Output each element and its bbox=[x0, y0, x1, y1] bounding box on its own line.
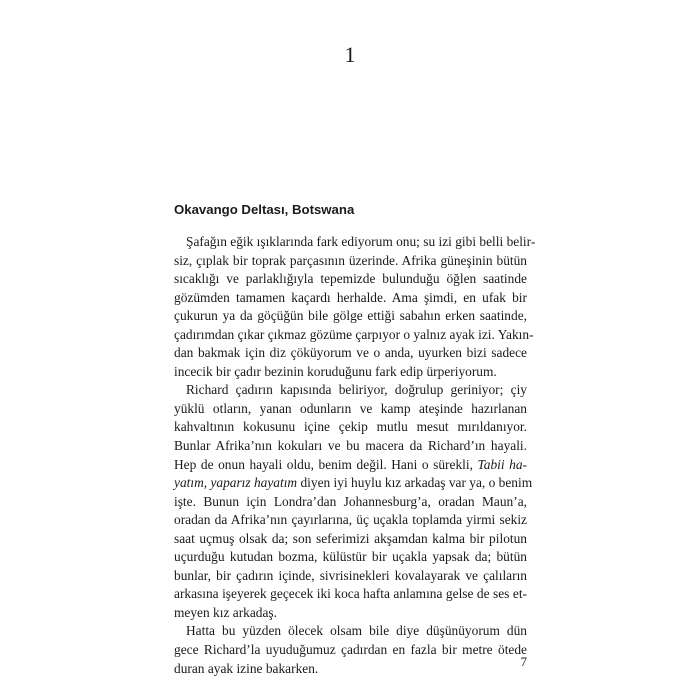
location-heading: Okavango Deltası, Botswana bbox=[174, 202, 355, 217]
text-line: siz, çıplak bir toprak parçasının üzerinde. Afrika güneşinin bütün bbox=[174, 252, 527, 268]
text-line bbox=[174, 474, 533, 493]
text-line: işte. Bunun için Londra’dan Johannesburg’a, oradan Maun’a, bbox=[174, 493, 527, 509]
text-line bbox=[174, 456, 527, 475]
text-line: duran ayak izine bakarken. bbox=[174, 660, 319, 676]
text-line: dan bakmak için diz çöküyorum ve o anda, uyurken bizi sadece bbox=[174, 345, 527, 361]
chapter-number: 1 bbox=[344, 42, 356, 67]
text-line: oradan da Afrika’nın çayırlarına, üç uçakla toplamda yirmi sekiz bbox=[174, 512, 527, 528]
text-line: çadırımdan çıkar çıkmaz gözüme çarpıyor o yalnız ayak izi. Yakın- bbox=[174, 326, 534, 342]
text-line: Şafağın eğik ışıklarında fark ediyorum onu; su izi gibi belli belir- bbox=[186, 234, 536, 249]
text-line: bunlar, bir çadırın içinde, sivrisinekleri kovalayarak ve çalıların bbox=[174, 567, 527, 583]
text-line: çukurun ya da göçüğün bile gölge ettiği sabahın erken saatinde, bbox=[174, 308, 527, 324]
text-line: meyen kız arkadaş. bbox=[174, 604, 277, 620]
italic-segment: yatım, yaparız hayatım bbox=[174, 475, 298, 491]
body-text bbox=[174, 233, 536, 678]
text-line: gece Richard’la uyuduğumuz çadırdan en fazla bir metre ötede bbox=[174, 642, 527, 658]
text-segment: Hep de onun hayali oldu, benim değil. Hani o sürekli, bbox=[174, 456, 478, 472]
text-line: Bunlar Afrika’nın kokuları ve bu macera da Richard’ın hayali. bbox=[174, 438, 527, 454]
text-line: sıcaklığı ve parlaklığıyla tepemizde bulunduğu öğlen saatinde bbox=[174, 271, 527, 287]
italic-segment: Tabii ha- bbox=[477, 456, 528, 472]
text-line: arkasına işeyerek geçecek iki koca hafta anlamına gelse de ses et- bbox=[174, 586, 527, 602]
text-line: Richard çadırın kapısında beliriyor, doğrulup geriniyor; çiy bbox=[186, 382, 527, 398]
text-line: gözümden tamamen kaçardı herhalde. Ama şimdi, en ufak bir bbox=[174, 289, 527, 305]
text-line: kahvaltının kokusunu içine çekip mutlu mesut mırıldanıyor. bbox=[174, 419, 527, 435]
page-number: 7 bbox=[520, 654, 527, 669]
text-line: saat uçmuş olsak da; son seferimizi akşamdan kalma bir pilotun bbox=[174, 530, 527, 546]
text-line: yüklü otların, yanan odunların ve kamp ateşinde hazırlanan bbox=[174, 400, 527, 416]
text-segment: diyen iyi huylu kız arkadaş var ya, o benim bbox=[297, 475, 533, 491]
text-line: uçurduğu kutudan bozma, külüstür bir uçakla yapsak da; bütün bbox=[174, 549, 527, 565]
text-line: Hatta bu yüzden ölecek olsam bile diye düşünüyorum dün bbox=[186, 623, 527, 639]
text-line: incecik bir çadır bezinin koruduğunu fark edip ürperiyorum. bbox=[174, 363, 497, 379]
